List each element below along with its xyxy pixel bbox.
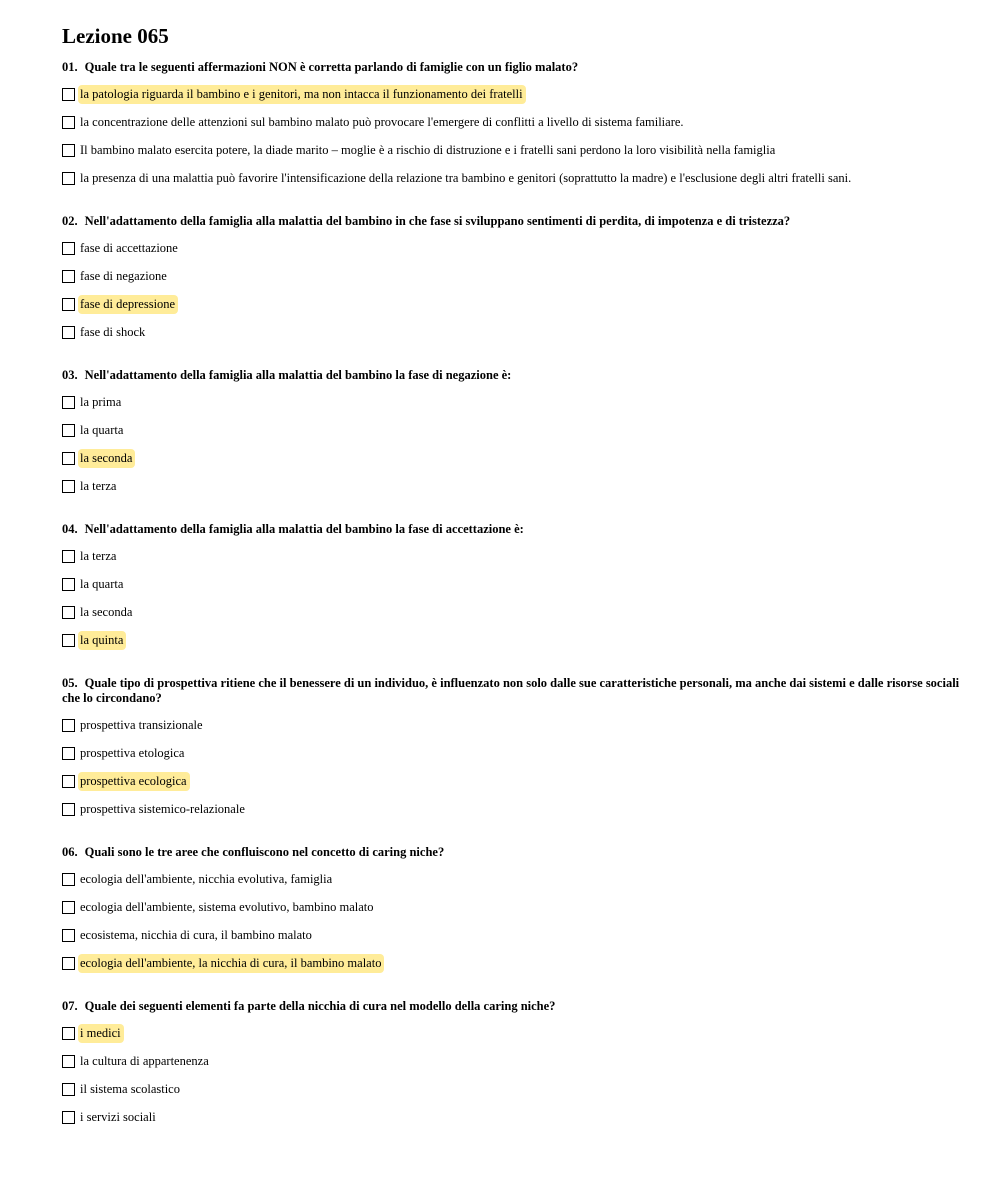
- answer-option[interactable]: [62, 767, 962, 795]
- answer-option[interactable]: [62, 108, 962, 136]
- question-2: [62, 214, 962, 346]
- answer-checkbox[interactable]: [62, 873, 75, 886]
- answer-label: la cultura di appartenenza: [80, 1053, 209, 1068]
- answer-option[interactable]: [62, 1075, 962, 1103]
- question-prompt: Quali sono le tre aree che confluiscono nel concetto di caring niche?: [84, 845, 445, 859]
- answer-checkbox[interactable]: [62, 270, 75, 283]
- answer-option[interactable]: [62, 444, 962, 472]
- question-7: [62, 999, 962, 1131]
- answer-option[interactable]: [62, 598, 962, 626]
- answer-option[interactable]: [62, 570, 962, 598]
- answer-option[interactable]: [62, 388, 962, 416]
- answer-option[interactable]: [62, 234, 962, 262]
- answer-option[interactable]: [62, 865, 962, 893]
- highlighted-answer-label: prospettiva ecologica: [78, 772, 190, 791]
- answer-option[interactable]: [62, 739, 962, 767]
- answer-label: il sistema scolastico: [80, 1081, 180, 1096]
- answer-option[interactable]: [62, 626, 962, 654]
- question-text: [62, 522, 962, 537]
- question-prompt: Quale dei seguenti elementi fa parte della nicchia di cura nel modello della caring niche?: [84, 999, 556, 1013]
- answer-option[interactable]: [62, 318, 962, 346]
- answer-label: la quarta: [80, 422, 124, 437]
- question-prompt: Quale tipo di prospettiva ritiene che il benessere di un individuo, è influenzato non solo dalle sue caratteristiche personali, ma anche dai sistemi e dalle risorse sociali che lo circondano?: [62, 676, 960, 705]
- question-number: 07.: [62, 999, 78, 1013]
- question-number: 02.: [62, 214, 78, 228]
- answer-label: la seconda: [80, 604, 133, 619]
- answer-checkbox[interactable]: [62, 242, 75, 255]
- answer-checkbox[interactable]: [62, 929, 75, 942]
- answer-checkbox[interactable]: [62, 1027, 75, 1040]
- answer-label: i servizi sociali: [80, 1109, 156, 1124]
- question-text: [62, 368, 962, 383]
- answer-label: la presenza di una malattia può favorire l'intensificazione della relazione tra bambino e genitori (soprattutto la madre) e l'esclusione degli altri fratelli sani.: [80, 170, 852, 185]
- answer-label: prospettiva etologica: [80, 745, 185, 760]
- answer-checkbox[interactable]: [62, 480, 75, 493]
- answer-label: ecologia dell'ambiente, sistema evolutivo, bambino malato: [80, 899, 374, 914]
- answer-option[interactable]: [62, 795, 962, 823]
- answer-option[interactable]: [62, 893, 962, 921]
- answer-checkbox[interactable]: [62, 172, 75, 185]
- answer-label: la prima: [80, 394, 122, 409]
- answer-checkbox[interactable]: [62, 634, 75, 647]
- answer-option[interactable]: [62, 262, 962, 290]
- question-number: 05.: [62, 676, 78, 690]
- question-text: [62, 676, 962, 706]
- answer-checkbox[interactable]: [62, 326, 75, 339]
- answer-checkbox[interactable]: [62, 606, 75, 619]
- question-text: [62, 214, 962, 229]
- answer-option[interactable]: [62, 1019, 962, 1047]
- question-list: [62, 60, 962, 1131]
- answer-checkbox[interactable]: [62, 1111, 75, 1124]
- answer-checkbox[interactable]: [62, 578, 75, 591]
- answer-label: la quarta: [80, 576, 124, 591]
- answer-option[interactable]: [62, 136, 962, 164]
- question-prompt: Nell'adattamento della famiglia alla malattia del bambino la fase di negazione è:: [84, 368, 512, 382]
- answer-option[interactable]: [62, 1047, 962, 1075]
- answer-checkbox[interactable]: [62, 803, 75, 816]
- question-text: [62, 999, 962, 1014]
- question-5: [62, 676, 962, 823]
- answer-label: fase di shock: [80, 324, 146, 339]
- answer-checkbox[interactable]: [62, 452, 75, 465]
- answer-option[interactable]: [62, 472, 962, 500]
- question-prompt: Nell'adattamento della famiglia alla malattia del bambino in che fase si sviluppano sentimenti di perdita, di impotenza e di tristezza?: [84, 214, 791, 228]
- answer-checkbox[interactable]: [62, 1055, 75, 1068]
- answer-option[interactable]: [62, 711, 962, 739]
- answer-checkbox[interactable]: [62, 298, 75, 311]
- page-title: Lezione 065: [62, 24, 169, 48]
- answer-checkbox[interactable]: [62, 424, 75, 437]
- answer-label: prospettiva sistemico-relazionale: [80, 801, 245, 816]
- answer-label: Il bambino malato esercita potere, la diade marito – moglie è a rischio di distruzione e i fratelli sani perdono la loro visibilità nella famiglia: [80, 142, 776, 157]
- answer-option[interactable]: [62, 80, 962, 108]
- highlighted-answer-label: la seconda: [78, 449, 135, 468]
- answer-label: prospettiva transizionale: [80, 717, 203, 732]
- answer-checkbox[interactable]: [62, 116, 75, 129]
- highlighted-answer-label: fase di depressione: [78, 295, 178, 314]
- answer-label: la concentrazione delle attenzioni sul bambino malato può provocare l'emergere di conflitti a livello di sistema familiare.: [80, 114, 684, 129]
- question-3: [62, 368, 962, 500]
- answer-option[interactable]: [62, 949, 962, 977]
- answer-checkbox[interactable]: [62, 957, 75, 970]
- answer-label: la terza: [80, 548, 117, 563]
- question-1: [62, 60, 962, 192]
- answer-option[interactable]: [62, 921, 962, 949]
- answer-label: fase di accettazione: [80, 240, 178, 255]
- question-prompt: Quale tra le seguenti affermazioni NON è corretta parlando di famiglie con un figlio malato?: [84, 60, 579, 74]
- answer-checkbox[interactable]: [62, 775, 75, 788]
- question-number: 04.: [62, 522, 78, 536]
- answer-checkbox[interactable]: [62, 144, 75, 157]
- answer-option[interactable]: [62, 542, 962, 570]
- question-prompt: Nell'adattamento della famiglia alla malattia del bambino la fase di accettazione è:: [84, 522, 524, 536]
- highlighted-answer-label: la quinta: [78, 631, 126, 650]
- answer-option[interactable]: [62, 416, 962, 444]
- answer-checkbox[interactable]: [62, 550, 75, 563]
- highlighted-answer-label: la patologia riguarda il bambino e i genitori, ma non intacca il funzionamento dei fratelli: [78, 85, 526, 104]
- answer-checkbox[interactable]: [62, 88, 75, 101]
- answer-label: ecosistema, nicchia di cura, il bambino malato: [80, 927, 312, 942]
- answer-label: ecologia dell'ambiente, nicchia evolutiva, famiglia: [80, 871, 333, 886]
- answer-label: fase di negazione: [80, 268, 167, 283]
- answer-option[interactable]: [62, 290, 962, 318]
- question-number: 03.: [62, 368, 78, 382]
- answer-option[interactable]: [62, 1103, 962, 1131]
- answer-checkbox[interactable]: [62, 747, 75, 760]
- highlighted-answer-label: i medici: [78, 1024, 124, 1043]
- highlighted-answer-label: ecologia dell'ambiente, la nicchia di cura, il bambino malato: [78, 954, 384, 973]
- answer-checkbox[interactable]: [62, 719, 75, 732]
- question-6: [62, 845, 962, 977]
- answer-checkbox[interactable]: [62, 396, 75, 409]
- question-text: [62, 60, 962, 75]
- question-number: 01.: [62, 60, 78, 74]
- question-number: 06.: [62, 845, 78, 859]
- question-4: [62, 522, 962, 654]
- question-text: [62, 845, 962, 860]
- quiz-page: [62, 22, 962, 1131]
- answer-option[interactable]: [62, 164, 962, 192]
- answer-checkbox[interactable]: [62, 901, 75, 914]
- answer-label: la terza: [80, 478, 117, 493]
- answer-checkbox[interactable]: [62, 1083, 75, 1096]
